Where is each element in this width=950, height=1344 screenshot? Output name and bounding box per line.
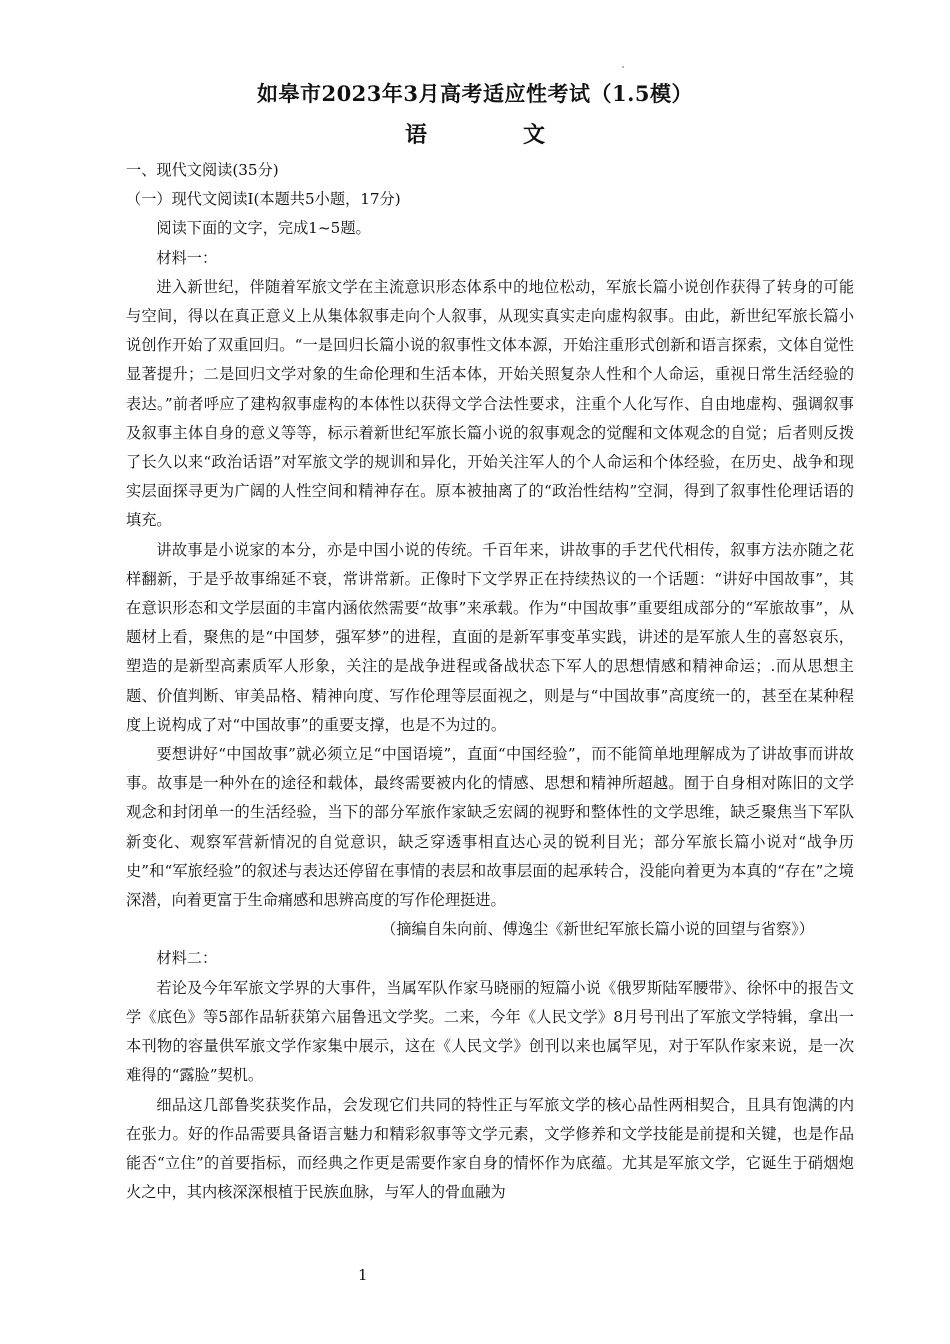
material1-paragraph: 要想讲好“中国故事”就必须立足“中国语境”，直面“中国经验”，而不能简单地理解成为了讲故事而讲故事。故事是一种外在的途径和载体，最终需要被内化的情感、思想和精神所超越。囿于自身相对陈旧的文学观念和封闭单一的生活经验，当下的部分军旅作家缺乏宏阔的视野和整体性的文学思维，缺乏聚焦当下军队新变化、观察军营新情况的自觉意识，缺乏穿透事相直达心灵的锐利目光；部分军旅长篇小说对“战争历史”和“军旅经验”的叙述与表达还停留在事情的表层和故事层面的起承转合，没能向着更为本真的“存在”之境深潜，向着更富于生命痛感和思辨高度的写作伦理挺进。 — [126, 745, 854, 910]
article-body — [126, 156, 854, 1207]
material1-source: （摘编自朱向前、傅逸尘《新世纪军旅长篇小说的回望与省察》） — [381, 920, 814, 939]
scan-dot — [622, 66, 624, 68]
exam-title: 如皋市2023年3月高考适应性考试（1.5模） — [256, 81, 694, 106]
material1-paragraph: 进入新世纪，伴随着军旅文学在主流意识形态体系中的地位松动，军旅长篇小说创作获得了转身的可能与空间，得以在真正意义上从集体叙事走向个人叙事，从现实真实走向虚构叙事。由此，新世纪军旅长篇小说创作开始了双重回归。“一是回归长篇小说的叙事性文体本源，开始注重形式创新和语言探索，文体自觉性显著提升；二是回归文学对象的生命伦理和生活本体，开始关照复杂人性和个人命运，重视日常生活经验的表达。”前者呼应了建构叙事虚构的本体性以获得文学合法性要求，注重个人化写作、自由地虚构、强调叙事及叙事主体自身的意义等等，标示着新世纪军旅长篇小说的叙事观念的觉醒和文体观念的自觉；后者则反拨了长久以来“政治话语”对军旅文学的规训和异化，开始关注军人的个人命运和个体经验，在历史、战争和现实层面探寻更为广阔的人性空间和精神存在。原本被抽离了的“政治性结构”空洞，得到了叙事性伦理话语的填充。 — [126, 277, 854, 530]
material2-label: 材料二： — [156, 949, 218, 968]
material1-label: 材料一： — [156, 248, 218, 267]
subject-title — [0, 118, 950, 149]
subject-char-2: 文 — [523, 122, 546, 148]
material2-paragraph: 若论及今年军旅文学界的大事件，当属军队作家马晓丽的短篇小说《俄罗斯陆军腰带》、徐怀中的报告文学《底色》等5部作品斩获第六届鲁迅文学奖。二来，今年《人民文学》8月号刊出了军旅文学特辑，拿出一本刊物的容量供军旅文学作家集中展示，这在《人民文学》创刊以来也属罕见，对于军队作家来说，是一次难得的“露脸”契机。 — [126, 978, 854, 1085]
subject-char-1: 语 — [404, 122, 427, 148]
material1-paragraph: 讲故事是小说家的本分，亦是中国小说的传统。千百年来，讲故事的手艺代代相传，叙事方法亦随之花样翻新，于是乎故事绵延不衰，常讲常新。正像时下文学界正在持续热议的一个话题：“讲好中国故事”，其在意识形态和文学层面的丰富内涵依然需要“故事”来承载。作为“中国故事”重要组成部分的“军旅故事”，从题材上看，聚焦的是“中国梦，强军梦”的进程，直面的是新军事变革实践，讲述的是军旅人生的喜怒哀乐，塑造的是新型高素质军人形象，关注的是战争进程或备战状态下军人的思想情感和精神命运；.而从思想主题、价值判断、审美品格、精神向度、写作伦理等层面视之，则是与“中国故事”高度统一的，甚至在某种程度上说构成了对“中国故事”的重要支撑，也是不为过的。 — [126, 540, 854, 734]
section-heading: 一、现代文阅读(35分) — [126, 161, 279, 179]
section-subheading: （一）现代文阅读Ⅰ(本题共5小题，17分) — [126, 190, 401, 209]
material2-paragraph: 细品这几部鲁奖获奖作品，会发现它们共同的特性正与军旅文学的核心品性两相契合，且具有饱满的内在张力。好的作品需要具备语言魅力和精彩叙事等文学元素，文学修养和文学技能是前提和关键，也是作品能否“立住”的首要指标，而经典之作更是需要作家自身的情怀作为底蕴。尤其是军旅文学，它诞生于硝烟炮火之中，其内核深深根植于民族血脉，与军人的骨血融为 — [126, 1095, 854, 1202]
page-number: 1 — [358, 1266, 368, 1284]
instruction: 阅读下面的文字，完成1~5题。 — [156, 219, 371, 238]
